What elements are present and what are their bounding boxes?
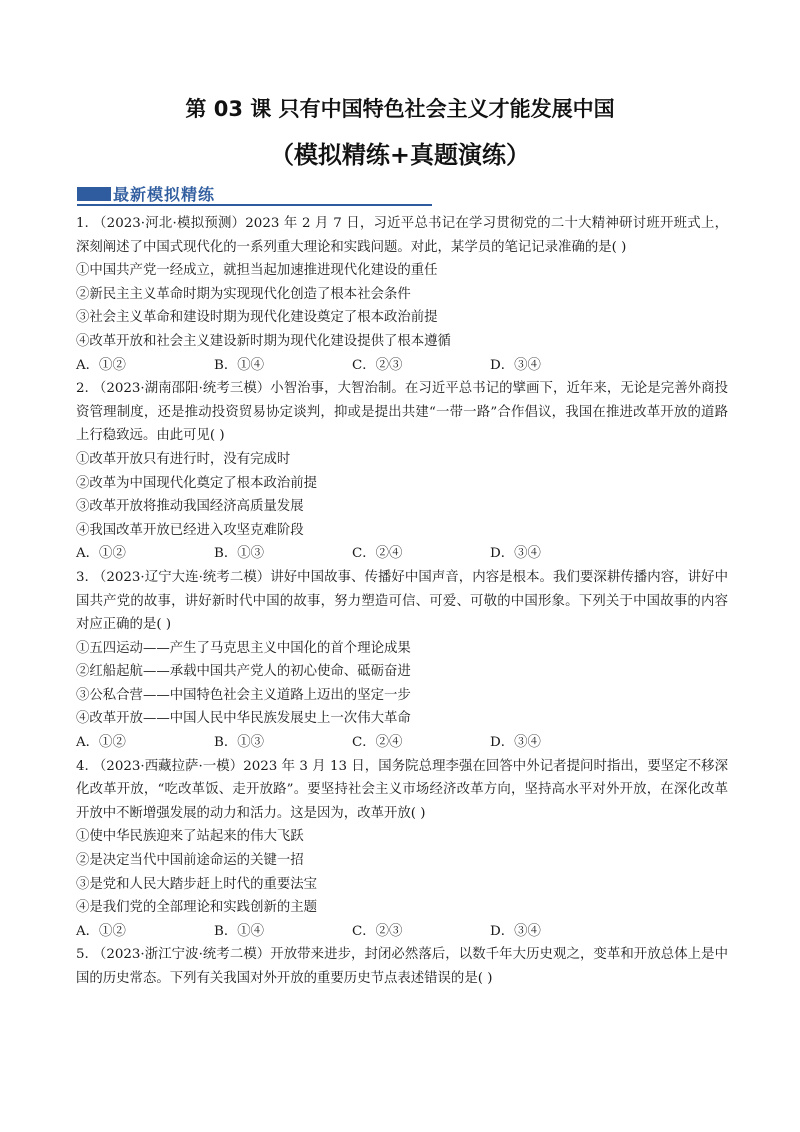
choice-d: D．③④	[490, 546, 541, 562]
choice-a: A．①②	[76, 357, 126, 373]
statement-option: ①改革开放只有进行时，没有完成时	[76, 451, 291, 467]
choice-a: A．①②	[76, 546, 126, 562]
statement-option: ②红船起航——承载中国共产党人的初心使命、砥砺奋进	[76, 664, 411, 680]
statement-option: ④改革开放——中国人民中华民族发展史上一次伟大革命	[76, 711, 411, 727]
page-subtitle: （模拟精练+真题演练）	[269, 141, 531, 169]
choice-d: D．③④	[490, 923, 541, 939]
question-stem	[76, 943, 728, 990]
statement-option: ④我国改革开放已经进入攻坚克难阶段	[76, 522, 304, 538]
question-stem	[76, 212, 728, 259]
question-stem	[76, 377, 728, 448]
question-text: （2023·湖南邵阳·统考三模）小智治事，大智治制。在习近平总书记的擘画下，近年来，无论是完善外商投资管理制度，还是推动投资贸易协定谈判，抑或是提出共建“一带一路”合作倡议，我国在推进改革开放的道路上行稳致远。由此可见( )	[76, 381, 728, 444]
choice-c: C．②③	[352, 923, 403, 939]
question-number: 1.	[76, 216, 89, 231]
question-number: 3.	[76, 569, 89, 585]
choice-d: D．③④	[490, 735, 541, 751]
choice-c: C．②④	[352, 546, 403, 562]
statement-option: ④改革开放和社会主义建设新时期为现代化建设提供了根本遵循	[76, 333, 451, 349]
section-header	[77, 181, 432, 207]
question-3	[76, 566, 728, 755]
question-1	[76, 212, 728, 377]
statement-option: ①使中华民族迎来了站起来的伟大飞跃	[76, 829, 304, 845]
statement-option: ②改革为中国现代化奠定了根本政治前提	[76, 475, 318, 491]
question-2	[76, 377, 728, 566]
answer-choices	[76, 920, 728, 944]
statement-option: ③是党和人民大踏步赶上时代的重要法宝	[76, 876, 318, 892]
question-5	[76, 943, 728, 990]
answer-choices	[76, 542, 728, 566]
statement-option: ④是我们党的全部理论和实践创新的主题	[76, 900, 318, 916]
question-number: 5.	[76, 947, 89, 963]
section-underline	[77, 204, 432, 206]
question-stem	[76, 566, 728, 637]
question-stem	[76, 755, 728, 826]
statement-option: ②新民主主义革命时期为实现现代化创造了根本社会条件	[76, 286, 411, 302]
question-4	[76, 755, 728, 944]
statement-option: ①五四运动——产生了马克思主义中国化的首个理论成果	[76, 640, 411, 656]
answer-choices	[76, 354, 728, 378]
choice-b: B．①③	[214, 735, 265, 751]
question-text: （2023·河北·模拟预测）2023 年 2 月 7 日，习近平总书记在学习贯彻党的二十大精神研讨班开班式上，深刻阐述了中国式现代化的一系列重大理论和实践问题。对此，某学员的笔记记录准确的是( )	[76, 216, 728, 255]
choice-d: D．③④	[490, 357, 541, 373]
question-text: （2023·西藏拉萨·一模）2023 年 3 月 13 日，国务院总理李强在回答中外记者提问时指出，要坚定不移深化改革开放，“吃改革饭、走开放路”。要坚持社会主义市场经济改革方向，坚持高水平对外开放，在深化改革开放中不断增强发展的动力和活力。这是因为，改革开放( )	[76, 758, 728, 821]
choice-b: B．①④	[214, 357, 265, 373]
choice-b: B．①③	[214, 546, 265, 562]
choice-b: B．①④	[214, 923, 265, 939]
question-text: （2023·辽宁大连·统考二模）讲好中国故事、传播好中国声音，内容是根本。我们要深耕传播内容，讲好中国共产党的故事，讲好新时代中国的故事，努力塑造可信、可爱、可敬的中国形象。下列关于中国故事的内容对应正确的是( )	[76, 569, 728, 633]
question-text: （2023·浙江宁波·统考二模）开放带来进步，封闭必然落后，以数千年大历史观之，变革和开放总体上是中国的历史常态。下列有关我国对外开放的重要历史节点表述错误的是( )	[76, 947, 728, 986]
choice-c: C．②③	[352, 357, 403, 373]
answer-choices	[76, 731, 728, 755]
question-number: 4.	[76, 758, 89, 774]
question-list	[76, 212, 728, 991]
page-title: 第 03 课 只有中国特色社会主义才能发展中国	[185, 97, 615, 121]
choice-c: C．②④	[352, 735, 403, 751]
statement-option: ②是决定当代中国前途命运的关键一招	[76, 853, 304, 869]
choice-a: A．①②	[76, 735, 126, 751]
statement-option: ③公私合营——中国特色社会主义道路上迈出的坚定一步	[76, 687, 411, 703]
section-marker-bar	[77, 187, 111, 201]
choice-a: A．①②	[76, 923, 126, 939]
statement-option: ③社会主义革命和建设时期为现代化建设奠定了根本政治前提	[76, 310, 438, 326]
statement-option: ③改革开放将推动我国经济高质量发展	[76, 499, 304, 515]
statement-option: ①中国共产党一经成立，就担当起加速推进现代化建设的重任	[76, 263, 438, 279]
question-number: 2.	[76, 381, 89, 397]
section-title: 最新模拟精练	[113, 185, 216, 204]
